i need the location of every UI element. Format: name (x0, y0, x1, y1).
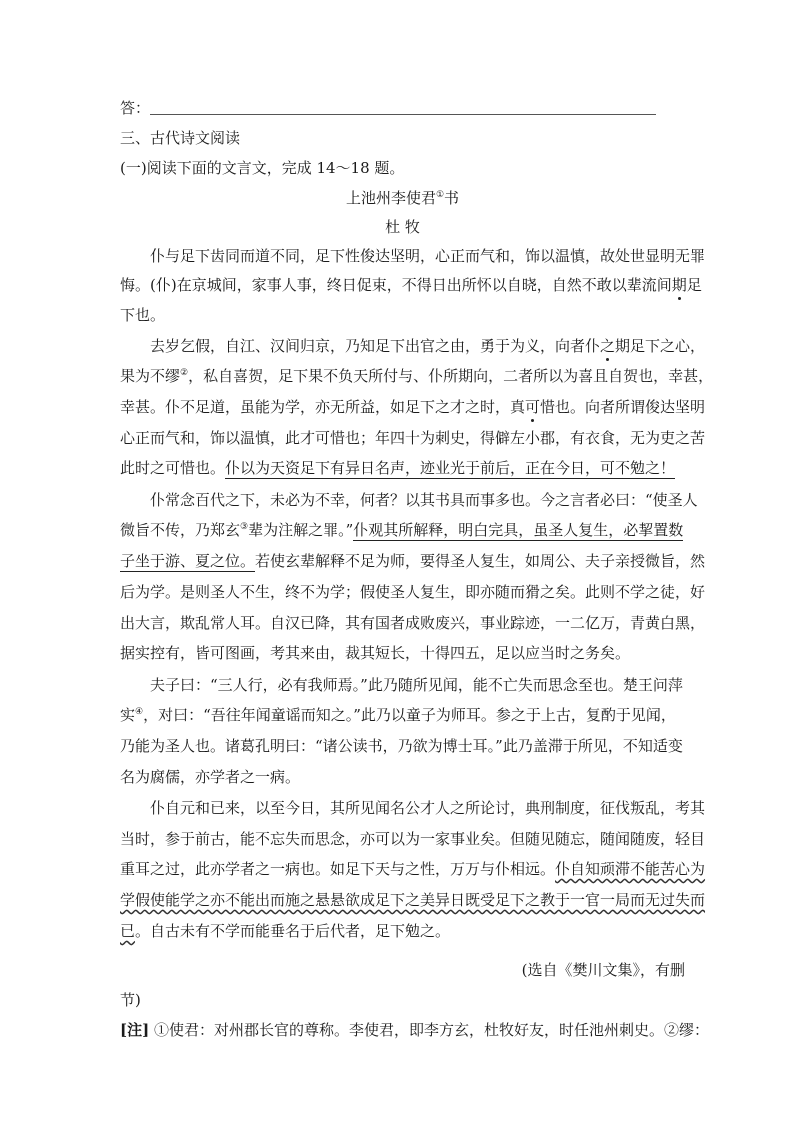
text-line: 果为不缪②，私自喜贺，足下果不负天所付与、仆所期向，二者所以为喜且自贺也，幸甚， (120, 367, 714, 385)
emphasis-char: 之 (600, 337, 616, 355)
text-line: 子坐于游、夏之位。若使玄辈解释不足为师，要得圣人复生，如周公、夫子亲授微旨，然 (120, 552, 706, 570)
note-tag: [注] (120, 1021, 150, 1039)
emphasis-char: 期 (671, 276, 687, 294)
text-line: 仆常念百代之下，未必为不幸，何者？以其书具而事多也。今之言者必曰：“使圣人 (150, 491, 698, 509)
underlined-sentence: 仆观其所解释，明白完具，虽圣人复生，必挈置数 (353, 521, 684, 539)
text-line: 实④，对曰：“吾往年闻童谣而知之。”此乃以童子为师耳。参之于上古，复酌于见闻， (120, 706, 676, 724)
footnote-mark: ④ (135, 707, 144, 717)
essay-title: 上池州李使君①书 (345, 189, 460, 207)
answer-label: 答： (120, 99, 151, 117)
text-line: 乃能为圣人也。诸葛孔明曰：“诸公读书，乃欲为博士耳。”此乃盖滞于所见，不知适变 (120, 737, 683, 755)
text-line: 名为腐儒，亦学者之一病。 (120, 768, 301, 786)
footnote-mark: ② (180, 368, 189, 378)
source-citation: (选自《樊川文集》，有删 (521, 961, 685, 979)
text-line: 幸甚。仆不足道，虽能为学，亦无所益，如足下之才之时，真可惜也。向者所谓俊达坚明 (120, 398, 706, 416)
section-instruction: (一)阅读下面的文言文，完成 14～18 题。 (120, 159, 405, 177)
wavy-underlined-sentence: 仆自知顽滞不能苦心为 (555, 860, 706, 878)
text-line: 据实控有，皆可图画，考其来由，裁其短长，十得四五，足以应当时之务矣。 (120, 644, 631, 662)
essay-author: 杜 牧 (385, 218, 420, 236)
text-line: 后为学。是则圣人不生，终不为学；假使圣人复生，即亦随而猾之矣。此则不学之徒，好 (120, 583, 706, 601)
text-line: 当时，参于前古，能不忘失而思念，亦可以为一家事业矣。但随见随忘，随闻随废，轻目 (120, 830, 706, 848)
text-line: 悔。(仆)在京城间，家事人事，终日促束，不得日出所怀以自晓，自然不敢以辈流间期足 (120, 276, 702, 294)
wavy-underlined-sentence: 学假使能学之亦不能出而施之悬悬欲成足下之美异日既受足下之教于一官一局而无过失而 (120, 891, 706, 909)
text-line: 心正而气和，饰以温慎，此才可惜也；年四十为刺史，得僻左小郡，有衣食，无为吏之苦 (120, 429, 706, 447)
underlined-sentence: 仆以为天资足下有异日名声，迹业光于前后，正在今日，可不勉之！ (225, 459, 676, 477)
text-line: 此时之可惜也。仆以为天资足下有异日名声，迹业光于前后，正在今日，可不勉之！ (120, 459, 676, 477)
source-citation-cont: 节) (120, 991, 141, 1009)
footnote: [注] ①使君：对州郡长官的尊称。李使君，即李方玄，杜牧好友，时任池州刺史。②缪： (120, 1021, 709, 1039)
text-line: 去岁乞假，自江、汉间归京，乃知足下出官之由，勇于为义，向者仆之期足下之心， (150, 337, 706, 355)
text-line (120, 890, 706, 910)
text-line: 已。自古未有不学而能垂名于后代者，足下勉之。 (120, 922, 451, 940)
text-line: 仆与足下齿同而道不同，足下性俊达坚明，心正而气和，饰以温慎，故处世显明无罪 (150, 247, 706, 265)
text-line: 夫子曰：“三人行，必有我师焉。”此乃随所见闻，能不亡失而思念至也。楚王问萍 (150, 676, 683, 694)
text-line: 下也。 (120, 306, 166, 324)
footnote-mark: ① (435, 190, 445, 200)
section-title: 三、古代诗文阅读 (120, 129, 241, 147)
text-line: 重耳之过，此亦学者之一病也。如足下天与之性，万万与仆相远。仆自知顽滞不能苦心为 (120, 860, 706, 878)
answer-line[interactable] (150, 114, 656, 115)
footnote-mark: ③ (240, 522, 249, 532)
wavy-underlined-sentence: 已 (120, 922, 136, 940)
text-line: 微旨不传，乃郑玄③辈为注解之罪。”仆观其所解释，明白完具，虽圣人复生，必挈置数 (120, 521, 684, 539)
underlined-sentence: 子坐于游、夏之位。 (120, 552, 256, 570)
text-line: 出大言，欺乱常人耳。自汉已降，其有国者成败废兴，事业踪迹，一二亿万，青黄白黑， (120, 614, 706, 632)
text-line: 仆自元和已来，以至今日，其所见闻名公才人之所论讨，典刑制度，征伐叛乱，考其 (150, 799, 706, 817)
emphasis-char: 可 (525, 398, 541, 416)
